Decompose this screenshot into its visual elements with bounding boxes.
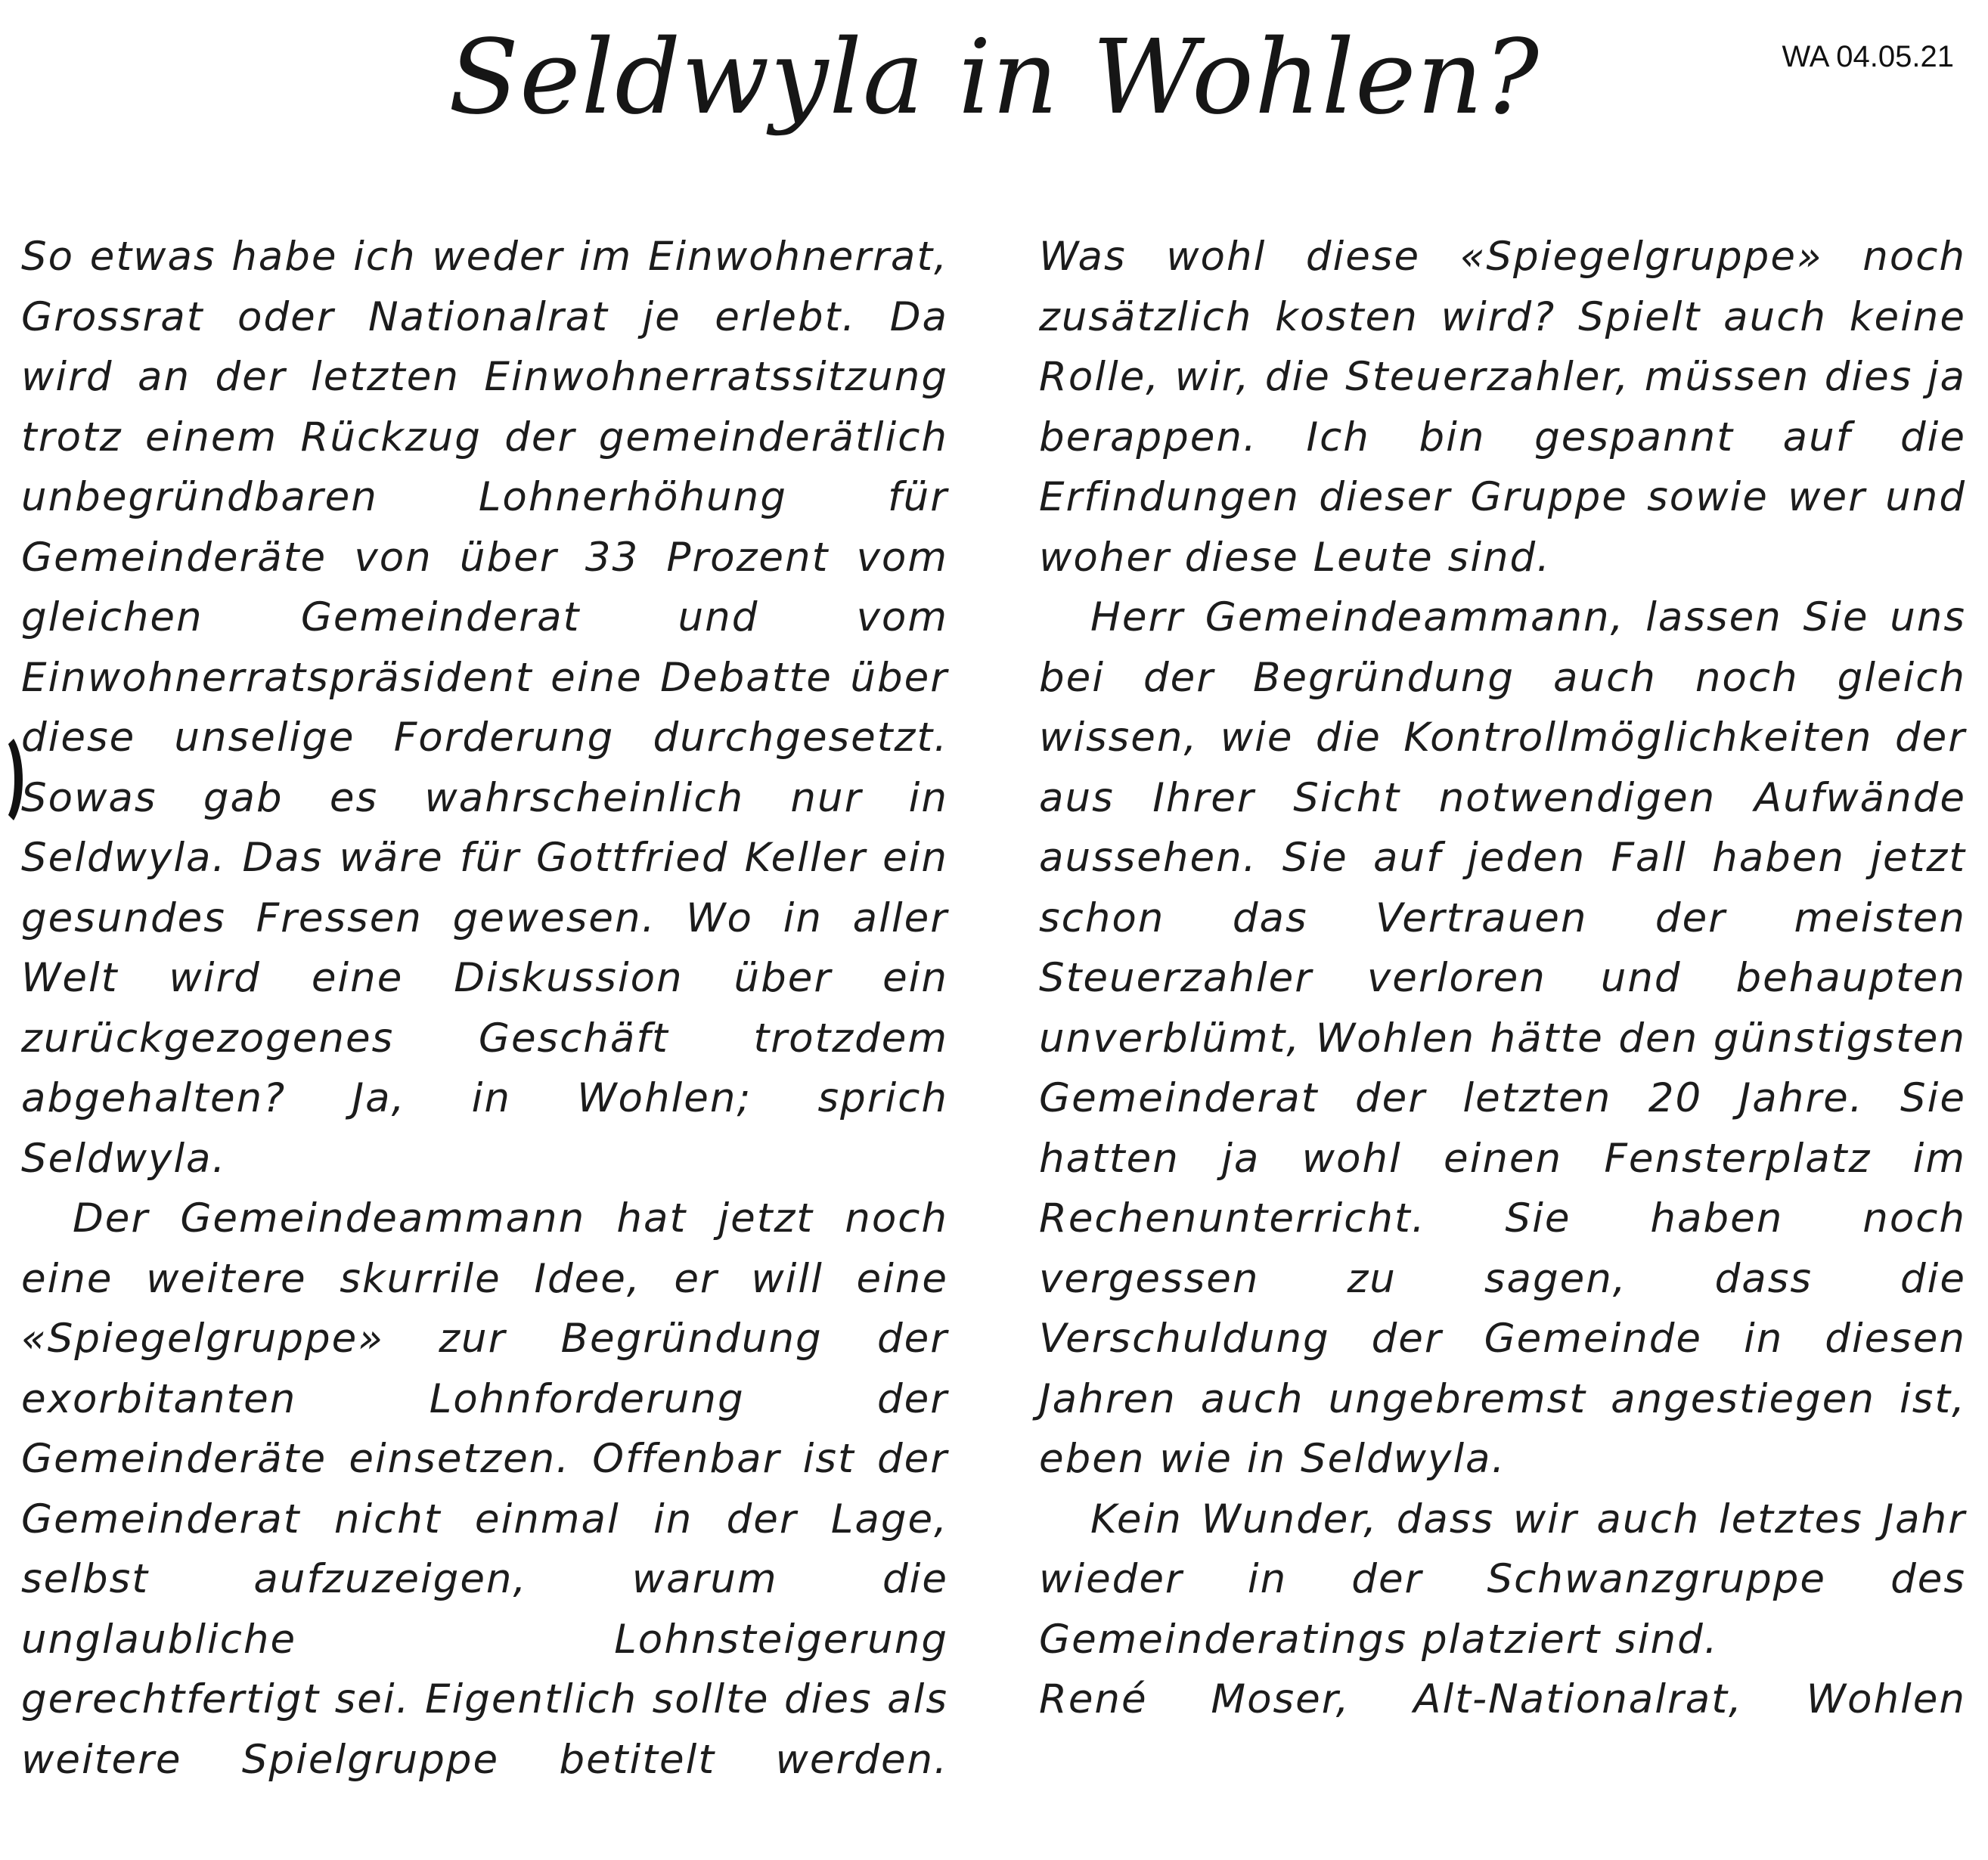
article-body <box>21 227 1966 1790</box>
left-column <box>21 227 948 1790</box>
edge-bracket-mark <box>0 730 23 829</box>
right-paragraph-3: Kein Wunder, dass wir auch letztes Jahr wieder in der Schwanzgruppe des Gemeinderatings platziert sind. <box>1039 1496 1966 1663</box>
author-signature: René Moser, Alt-Nationalrat, Wohlen <box>1039 1676 1966 1722</box>
article-headline: Seldwyla in Wohlen? <box>448 18 1540 138</box>
left-paragraph-2: Der Gemeindeammann hat jetzt noch eine weitere skurrile Idee, er will eine «Spiegelgruppe» zur Begründung der exorbitanten Lohnforderung der Gemeinderäte einsetzen. Offenbar ist der Gemeinderat nicht einmal in der Lage, selbst aufzuzeigen, warum die unglaubliche Lohnsteigerung gerechtfertigt sei. Eigentlich sollte dies als weitere Spielgruppe betitelt werden. <box>21 1195 948 1783</box>
right-paragraph-2: Herr Gemeindeammann, lassen Sie uns bei der Begründung auch noch gleich wissen, wie die Kontrollmöglichkeiten der aus Ihrer Sicht notwendigen Aufwände aussehen. Sie auf jeden Fall haben jetzt schon das Vertrauen der meisten Steuerzahler verloren und behaupten unverblümt, Wohlen hätte den günstigsten Gemeinderat der letzten 20 Jahre. Sie hatten ja wohl einen Fensterplatz im Rechenunterricht. Sie haben noch vergessen zu sagen, dass die Verschuldung der Gemeinde in diesen Jahren auch ungebremst angestiegen ist, eben wie in Seldwyla. <box>1039 594 1966 1482</box>
clipping-dateline: WA 04.05.21 <box>1782 40 1954 73</box>
right-paragraph-1: Was wohl diese «Spiegelgruppe» noch zusätzlich kosten wird? Spielt auch keine Rolle, wir, die Steuerzahler, müssen dies ja berappen. Ich bin gespannt auf die Erfindungen dieser Gruppe sowie wer und woher diese Leute sind. <box>1039 234 1966 581</box>
left-paragraph-1: So etwas habe ich weder im Einwohnerrat, Grossrat oder Nationalrat je erlebt. Da wird an der letzten Einwohnerratssitzung trotz einem Rückzug der gemeinderätlich unbegründbaren Lohnerhöhung für Gemeinderäte von über 33 Prozent vom gleichen Gemeinderat und vom Einwohnerratspräsident eine Debatte über diese unselige Forderung durchgesetzt. Sowas gab es wahrscheinlich nur in Seldwyla. Das wäre für Gottfried Keller ein gesundes Fressen gewesen. Wo in aller Welt wird eine Diskussion über ein zurückgezogenes Geschäft trotzdem abgehalten? Ja, in Wohlen; sprich Seldwyla. <box>21 234 948 1182</box>
right-column <box>1039 227 1966 1790</box>
